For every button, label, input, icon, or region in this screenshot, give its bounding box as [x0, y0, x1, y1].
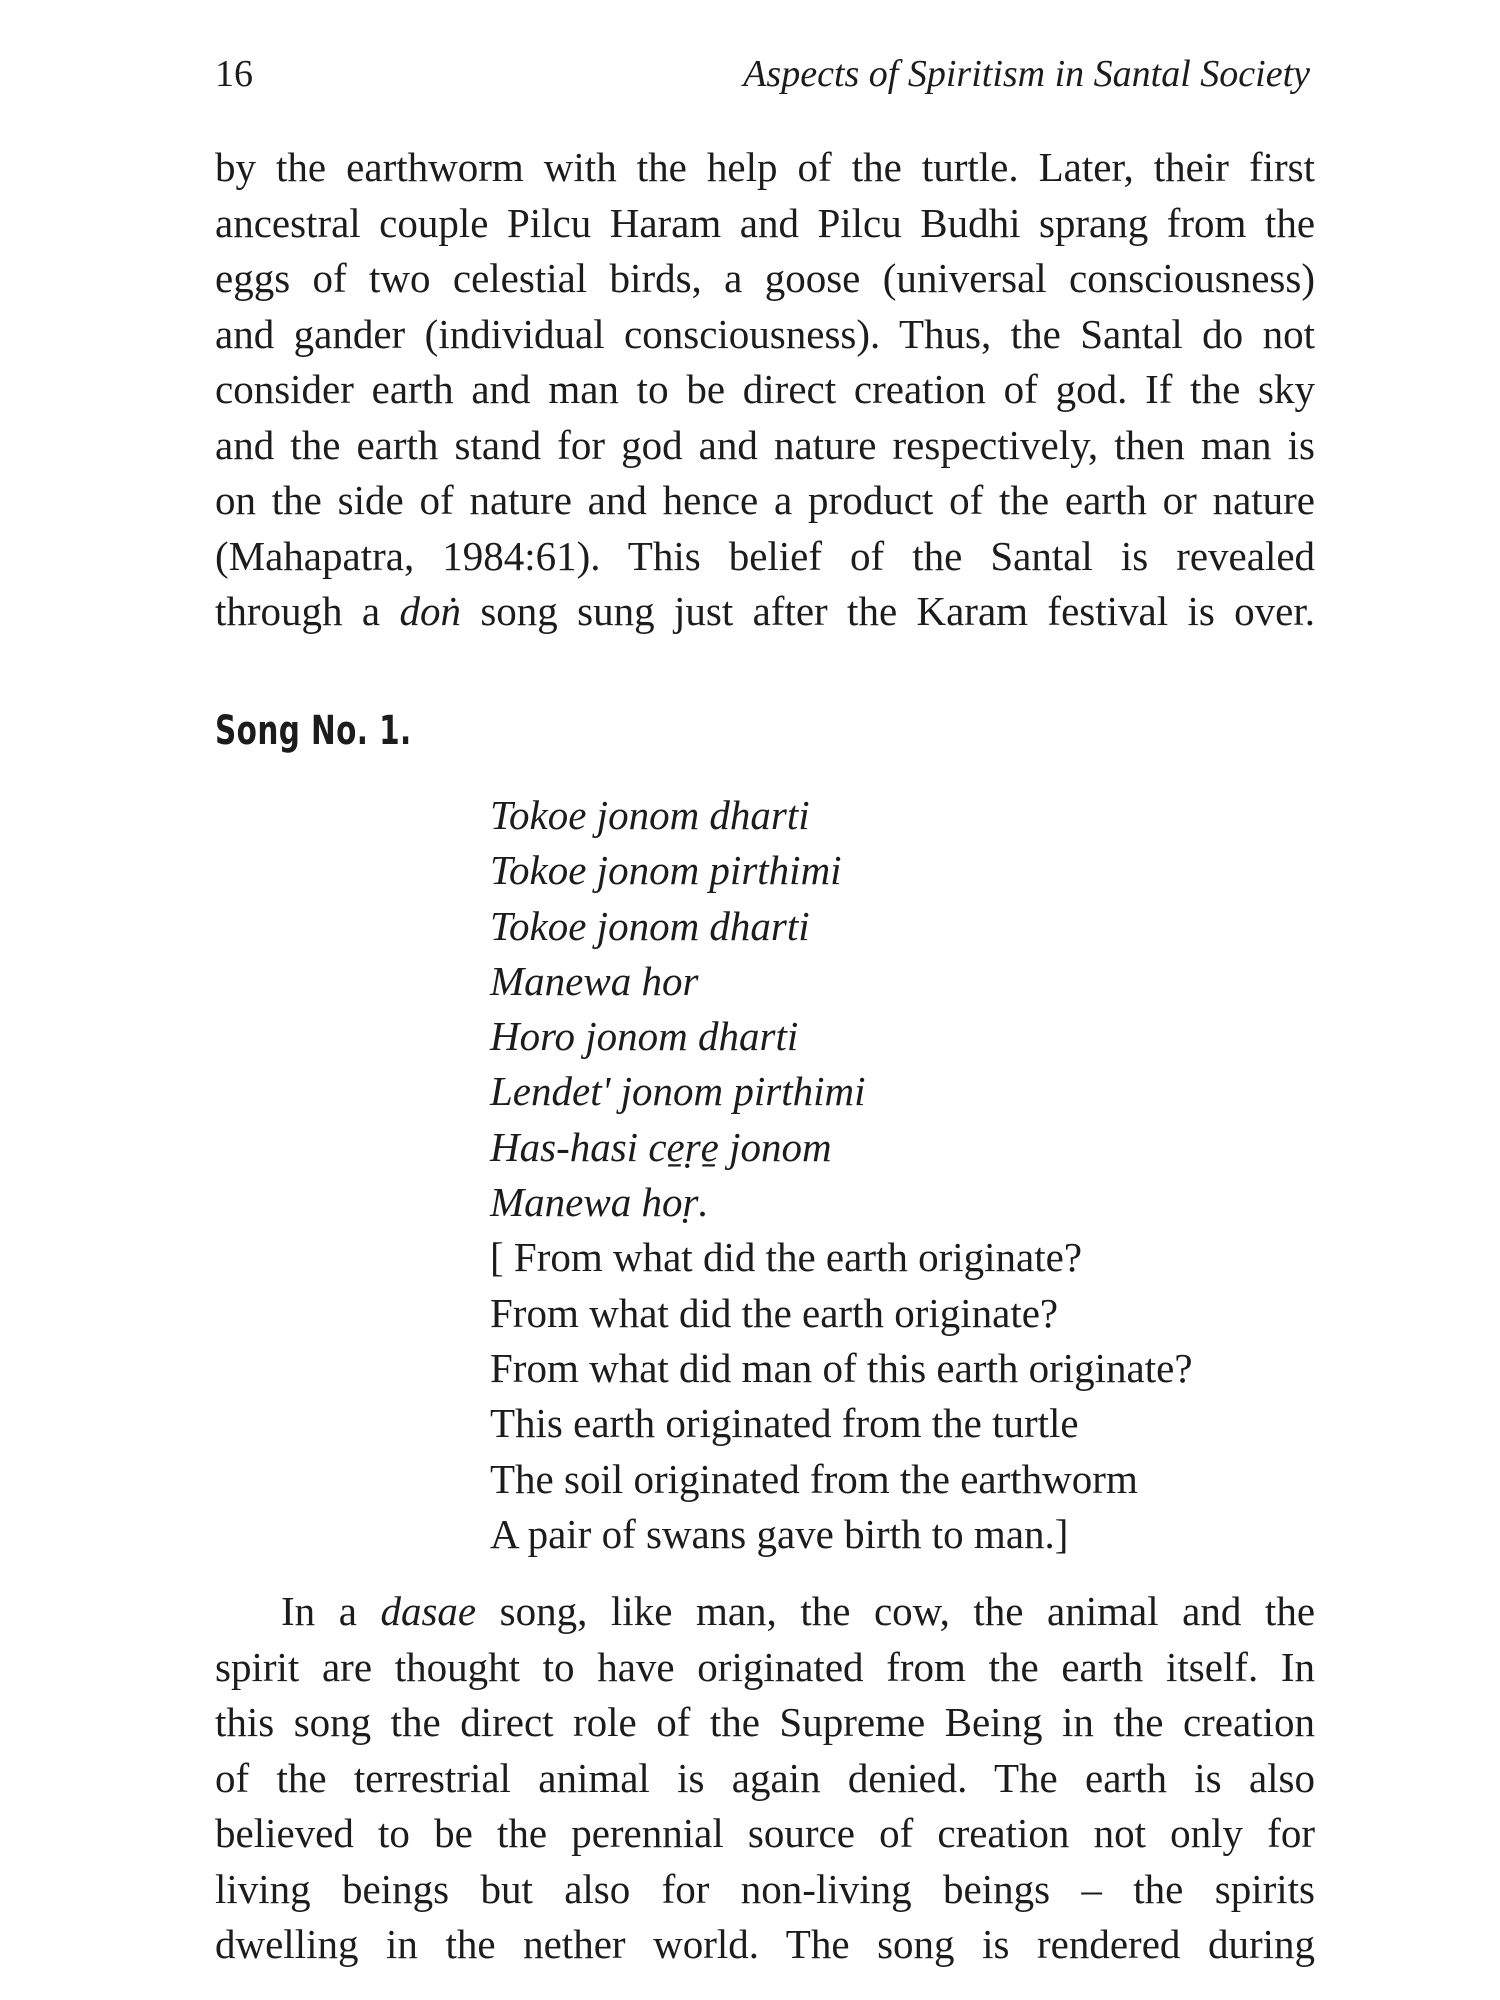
- paragraph-1-line: on the side of nature and hence a product of the earth or nature: [215, 477, 1316, 523]
- song-translation-line: [ From what did the earth originate?: [490, 1234, 1083, 1281]
- paragraph-1-line: by the earthworm with the help of the turtle. Later, their first: [215, 144, 1315, 190]
- paragraph-1-line: and the earth stand for god and nature respectively, then man is: [215, 421, 1316, 468]
- song-translation-line: The soil originated from the earthworm: [490, 1455, 1138, 1502]
- song-translation-line: A pair of swans gave birth to man.]: [490, 1510, 1069, 1557]
- paragraph-1-line: consider earth and man to be direct creation of god. If the sky: [215, 366, 1315, 412]
- text-run: song, like man, the cow, the animal and the: [476, 1588, 1316, 1634]
- paragraph-2-first-line: [215, 1584, 1315, 1640]
- text-run: In a: [281, 1588, 381, 1634]
- paragraph-1-line: eggs of two celestial birds, a goose (universal consciousness): [215, 255, 1315, 301]
- text-run: through a: [215, 588, 400, 634]
- song-translation-line: From what did the earth originate?: [490, 1289, 1059, 1336]
- song-santali-line: Manewa hoṛ.: [490, 1179, 709, 1226]
- paragraph-2-line: this song the direct role of the Supreme Being in the creation: [215, 1699, 1315, 1745]
- paragraph-2-line: of the terrestrial animal is again denied. The earth is also: [215, 1754, 1315, 1801]
- paragraph-2: [215, 1584, 1315, 1973]
- song-santali-line: Manewa hor: [490, 957, 699, 1004]
- song-santali-line: Lendet' jonom pirthimi: [490, 1068, 866, 1115]
- paragraph-2-line: spirit are thought to have originated from the earth itself. In: [215, 1643, 1316, 1690]
- song-santali-line: Has-hasi ce̱ṛe̱ jonom: [490, 1123, 832, 1170]
- song-verse: [490, 788, 1193, 1562]
- italic-term-dasae: dasae: [380, 1588, 477, 1634]
- paragraph-2-line: living beings but also for non-living beings – the spirits: [215, 1865, 1315, 1912]
- song-santali-line: Tokoe jonom dharti: [490, 792, 810, 838]
- song-santali-line: Horo jonom dharti: [490, 1013, 799, 1060]
- song-translation-line: This earth originated from the turtle: [490, 1400, 1079, 1447]
- italic-term-don: doṅ: [399, 588, 461, 634]
- running-title: Aspects of Spiritism in Santal Society: [743, 53, 1310, 95]
- paragraph-2-line: dwelling in the nether world. The song is rendered during: [215, 1921, 1316, 1967]
- page-number: 16: [215, 53, 253, 95]
- paragraph-1-line: and gander (individual consciousness). Thus, the Santal do not: [215, 310, 1316, 357]
- song-santali-line: Tokoe jonom pirthimi: [490, 847, 842, 894]
- text-run: song sung just after the Karam festival is over.: [460, 588, 1316, 634]
- paragraph-1: [215, 140, 1315, 640]
- song-heading: Song No. 1.: [215, 708, 412, 754]
- paragraph-1-line: ancestral couple Pilcu Haram and Pilcu Budhi sprang from the: [215, 199, 1316, 246]
- paragraph-1-line: (Mahapatra, 1984:61). This belief of the Santal is revealed: [215, 532, 1316, 579]
- song-santali-line: Tokoe jonom dharti: [490, 902, 810, 949]
- paragraph-2-line: believed to be the perennial source of creation not only for: [215, 1810, 1315, 1856]
- song-translation-line: From what did man of this earth originate?: [490, 1344, 1193, 1391]
- paragraph-1-last-line: [215, 584, 1315, 640]
